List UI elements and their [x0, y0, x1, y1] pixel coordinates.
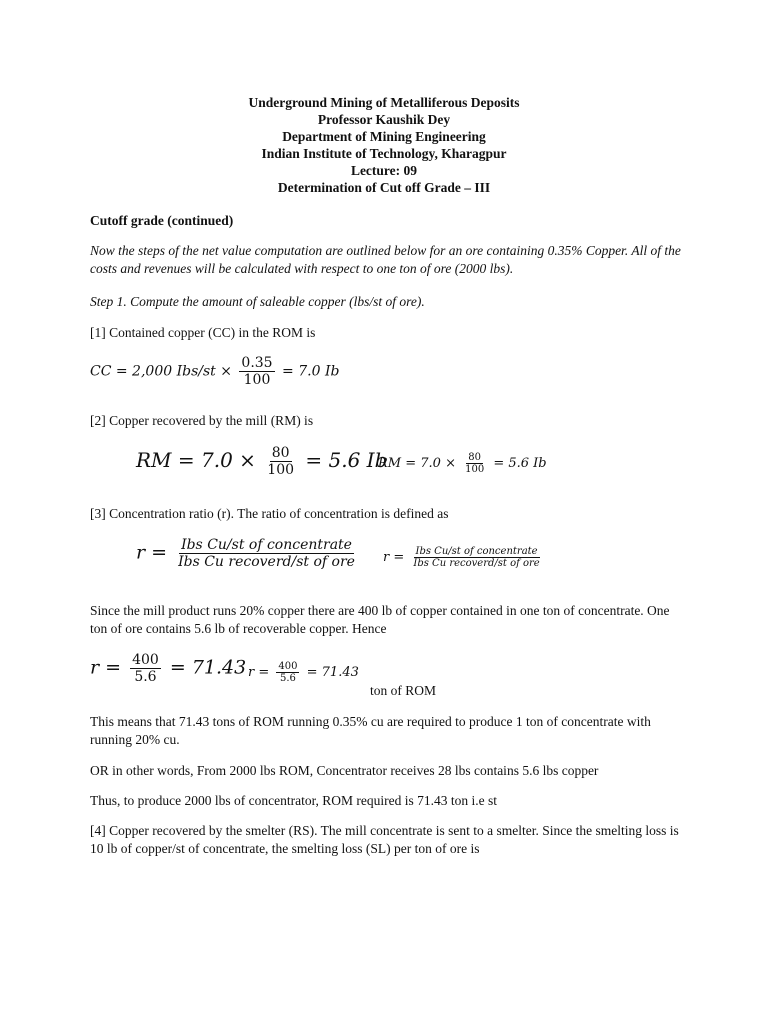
thus-paragraph: Thus, to produce 2000 lbs of concentrator, ROM required is 71.43 ton i.e st: [90, 793, 498, 808]
item-2-text: [2] Copper recovered by the mill (RM) is: [90, 413, 314, 428]
eq3-lhs: r =: [136, 541, 168, 564]
eq3-small-denominator: Ibs Cu recoverd/st of ore: [413, 558, 540, 569]
eq4-lhs: r =: [90, 656, 122, 679]
means-paragraph: This means that 71.43 tons of ROM running 0.35% cu are required to produce 1 ton of concentrate with running 20% cu.: [90, 714, 651, 747]
unit-label: ton of ROM: [370, 683, 437, 698]
eq4-small-denominator: 5.6: [279, 673, 296, 684]
eq2-small-lhs: RM = 7.0 ×: [378, 456, 456, 471]
equation-concentration-ratio-large: [136, 537, 360, 570]
eq3-numerator: Ibs Cu/st of concentrate: [181, 537, 352, 553]
mill-product-paragraph: Since the mill product runs 20% copper there are 400 lb of copper contained in one ton of concentrate. One ton of ore contains 5.6 lb of recoverable copper. Hence: [90, 603, 670, 636]
equation-ratio-value-large: [90, 652, 246, 685]
eq4-small-lhs: r =: [248, 665, 270, 680]
eq4-small-fraction: [276, 661, 299, 684]
professor-name: Professor Kaushik Dey: [317, 112, 451, 127]
step-1-heading: Step 1. Compute the amount of saleable copper (lbs/st of ore).: [90, 294, 425, 309]
eq3-small-fraction: [411, 546, 541, 569]
eq4-denominator: 5.6: [134, 669, 157, 685]
eq3-small-lhs: r =: [383, 550, 405, 565]
lecture-title: Determination of Cut off Grade – III: [277, 180, 491, 195]
item-1-text: [1] Contained copper (CC) in the ROM is: [90, 325, 316, 340]
course-title: Underground Mining of Metalliferous Deposits: [248, 95, 520, 110]
eq1-lhs: CC = 2,000 Ibs/st ×: [90, 363, 232, 380]
eq1-rhs: = 7.0 Ib: [282, 363, 340, 380]
eq4-small-numerator: 400: [278, 661, 298, 672]
eq3-fraction: [176, 537, 357, 570]
eq4-fraction: [130, 652, 161, 685]
equation-mill-recovery-small: [378, 452, 547, 475]
eq2-small-fraction: [463, 452, 486, 475]
eq2-small-numerator: 80: [468, 452, 482, 463]
other-words-paragraph: OR in other words, From 2000 lbs ROM, Concentrator receives 28 lbs contains 5.6 lbs copper: [90, 763, 599, 778]
document-header: [0, 94, 768, 196]
equation-concentration-ratio-small: [383, 546, 545, 569]
eq2-denominator: 100: [267, 462, 295, 478]
item-3-text: [3] Concentration ratio (r). The ratio of concentration is defined as: [90, 506, 449, 521]
eq3-small-numerator: Ibs Cu/st of concentrate: [415, 546, 538, 557]
item-4-text: [4] Copper recovered by the smelter (RS). The mill concentrate is sent to a smelter. Since the smelting loss is 10 lb of copper/st of concentrate, the smelting loss (SL) per ton of ore is: [90, 823, 679, 856]
eq4-rhs: = 71.43: [169, 656, 247, 679]
equation-contained-copper: [90, 355, 339, 388]
equation-ratio-value-small: [248, 661, 359, 684]
eq2-lhs: RM = 7.0 ×: [136, 448, 256, 472]
eq2-small-denominator: 100: [465, 464, 485, 475]
section-title: Cutoff grade (continued): [90, 213, 234, 228]
eq2-numerator: 80: [271, 445, 290, 461]
eq4-numerator: 400: [132, 652, 159, 668]
lecture-number: Lecture: 09: [350, 163, 418, 178]
eq2-fraction: [265, 445, 296, 478]
eq1-fraction: [239, 355, 274, 388]
eq1-numerator: 0.35: [241, 355, 273, 371]
institute: Indian Institute of Technology, Kharagpur: [261, 146, 507, 161]
eq3-denominator: Ibs Cu recoverd/st of ore: [178, 554, 355, 570]
intro-paragraph: Now the steps of the net value computation are outlined below for an ore containing 0.35% Copper. All of the costs and revenues will be calculated with respect to one ton of ore (2000 lbs).: [90, 243, 681, 276]
eq2-small-rhs: = 5.6 Ib: [493, 456, 547, 471]
eq1-denominator: 100: [243, 372, 271, 388]
eq2-rhs: = 5.6 Ib: [305, 448, 388, 472]
department: Department of Mining Engineering: [282, 129, 486, 144]
eq4-small-rhs: = 71.43: [306, 665, 359, 680]
equation-mill-recovery-large: [136, 445, 387, 478]
